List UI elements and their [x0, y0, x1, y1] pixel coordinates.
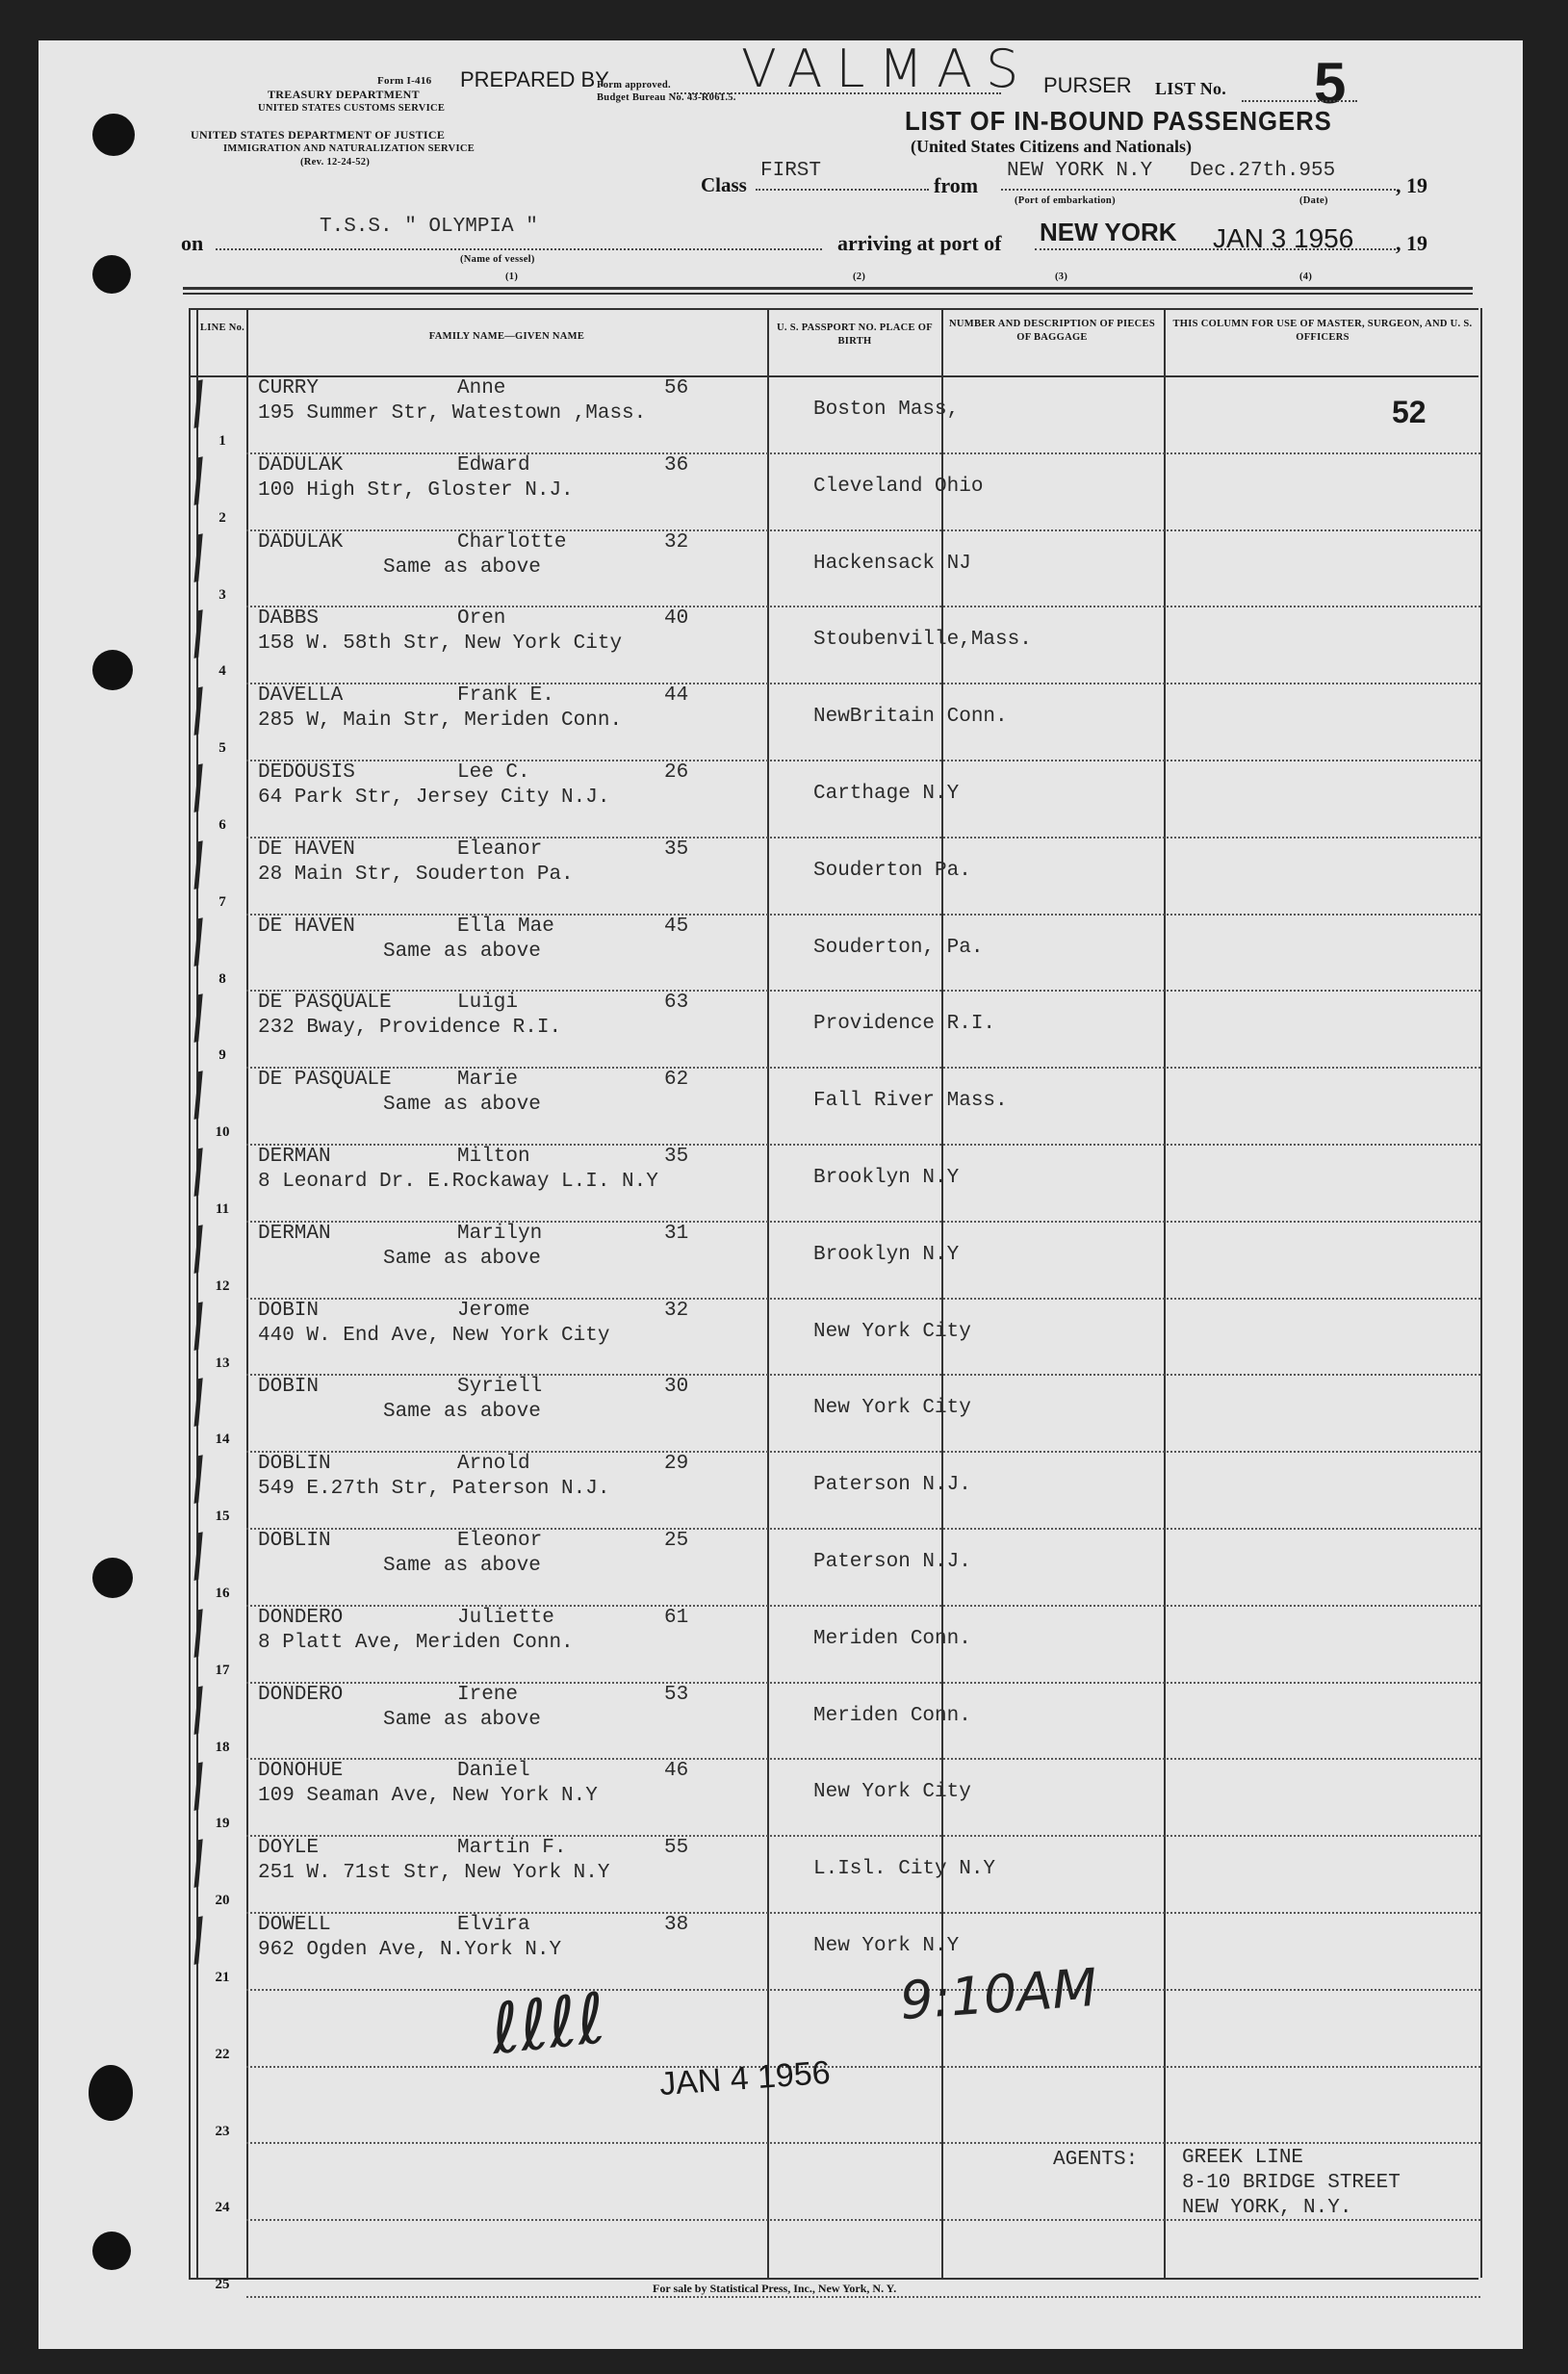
row-divider [246, 1758, 1480, 1760]
family-name: CURRY [258, 377, 320, 400]
passenger-age: 32 [664, 530, 689, 554]
passenger-address: Same as above [383, 1708, 541, 1731]
punch-hole [92, 650, 133, 690]
place-of-birth: Paterson N.J. [813, 1474, 971, 1497]
passenger-address: Same as above [383, 1247, 541, 1270]
row-divider [246, 2219, 1480, 2221]
row-divider [246, 2142, 1480, 2144]
passenger-age: 32 [664, 1299, 689, 1322]
place-of-birth: New York City [813, 1320, 971, 1343]
place-of-birth: Brooklyn N.Y [813, 1167, 960, 1189]
line-number: 8 [218, 970, 226, 987]
given-name: Syriell [457, 1376, 543, 1399]
class-label: Class [701, 173, 747, 196]
family-name: DE HAVEN [258, 915, 355, 938]
passenger-age: 35 [664, 1146, 689, 1168]
punch-hole [92, 255, 131, 294]
year-suffix: , 19 [1396, 173, 1427, 197]
given-name: Anne [457, 377, 506, 400]
check-mark: / [182, 1751, 215, 1819]
given-name: Martin F. [457, 1837, 567, 1860]
family-name: DONOHUE [258, 1760, 344, 1783]
revision-date: (Rev. 12-24-52) [300, 157, 371, 168]
check-mark: / [182, 675, 215, 744]
agent-city: NEW YORK, N.Y. [1182, 2197, 1352, 2219]
line-number: 25 [215, 2277, 230, 2293]
family-name: DABBS [258, 607, 320, 631]
passenger-age: 40 [664, 607, 689, 631]
place-of-birth: Providence R.I. [813, 1013, 996, 1036]
embark-date: Dec.27th.955 [1190, 160, 1336, 182]
place-of-birth: L.Isl. City N.Y [813, 1858, 996, 1881]
family-name: DOYLE [258, 1837, 320, 1860]
list-number: 5 [1314, 51, 1347, 116]
class-value: FIRST [760, 160, 822, 182]
check-mark: / [182, 983, 215, 1051]
row-divider [246, 914, 1480, 916]
date-caption: (Date) [1299, 195, 1328, 206]
given-name: Irene [457, 1683, 519, 1706]
given-name: Juliette [457, 1606, 554, 1629]
list-title: LIST OF IN-BOUND PASSENGERS [905, 106, 1332, 136]
row-divider [246, 1221, 1480, 1223]
passenger-age: 53 [664, 1683, 689, 1706]
passenger-age: 29 [664, 1453, 689, 1476]
passenger-age: 35 [664, 838, 689, 861]
given-name: Elvira [457, 1914, 530, 1936]
list-subtitle: (United States Citizens and Nationals) [911, 137, 1193, 156]
col-num-3: (3) [1055, 271, 1068, 282]
on-label: on [181, 231, 204, 255]
check-mark: / [182, 1674, 215, 1742]
line-number: 5 [218, 740, 226, 757]
passenger-age: 38 [664, 1914, 689, 1936]
passenger-age: 63 [664, 992, 689, 1015]
passenger-address: Same as above [383, 1094, 541, 1117]
row-divider [246, 1912, 1480, 1914]
place-of-birth: Stoubenville,Mass. [813, 629, 1032, 652]
place-of-birth: Fall River Mass. [813, 1090, 1008, 1113]
line-number: 22 [215, 2046, 230, 2062]
passenger-age: 25 [664, 1530, 689, 1552]
passenger-address: Same as above [383, 940, 541, 963]
given-name: Daniel [457, 1760, 530, 1783]
line-number: 12 [215, 1277, 230, 1294]
row-divider [246, 760, 1480, 761]
col-num-4: (4) [1299, 271, 1313, 282]
row-divider [246, 2296, 1480, 2298]
line-number: 20 [215, 1893, 230, 1909]
given-name: Ella Mae [457, 915, 554, 938]
punch-hole [89, 2065, 133, 2121]
passenger-age: 30 [664, 1376, 689, 1399]
port-of-embarkation: NEW YORK N.Y [1007, 160, 1153, 182]
port-caption: (Port of embarkation) [1015, 195, 1116, 206]
row-divider [246, 1451, 1480, 1453]
line-number: 4 [218, 663, 226, 680]
form-number: Form I-416 [377, 75, 432, 87]
line-number: 10 [215, 1124, 230, 1141]
immigration-service: IMMIGRATION AND NATURALIZATION SERVICE [223, 143, 476, 154]
line-number: 15 [215, 1509, 230, 1525]
passenger-address: Same as above [383, 555, 541, 579]
agent-street: 8-10 BRIDGE STREET [1182, 2172, 1401, 2194]
family-name: DONDERO [258, 1606, 344, 1629]
from-label: from [934, 173, 979, 197]
agents-label: AGENTS: [1053, 2149, 1139, 2171]
family-name: DADULAK [258, 530, 344, 554]
place-of-birth: Cleveland Ohio [813, 475, 984, 498]
place-of-birth: Souderton Pa. [813, 859, 971, 882]
row-divider [246, 683, 1480, 684]
line-number: 13 [215, 1355, 230, 1371]
passenger-address: 158 W. 58th Str, New York City [258, 632, 623, 656]
purser-label: PURSER [1043, 73, 1132, 97]
received-time: 9:10AM [898, 1956, 1099, 2032]
passenger-address: 8 Platt Ave, Meriden Conn. [258, 1631, 574, 1654]
row-divider [246, 1374, 1480, 1376]
row-divider [246, 2066, 1480, 2068]
place-of-birth: New York N.Y [813, 1935, 960, 1957]
officer-count: 52 [1392, 395, 1427, 429]
family-name: DERMAN [258, 1222, 331, 1245]
given-name: Eleanor [457, 838, 543, 861]
row-divider [246, 1067, 1480, 1069]
agent-name: GREEK LINE [1182, 2147, 1304, 2169]
passenger-age: 55 [664, 1837, 689, 1860]
check-mark: / [182, 1213, 215, 1282]
check-mark: / [182, 1290, 215, 1358]
given-name: Frank E. [457, 684, 554, 708]
passenger-address: 8 Leonard Dr. E.Rockaway L.I. N.Y [258, 1171, 658, 1193]
place-of-birth: Brooklyn N.Y [813, 1243, 960, 1266]
line-number: 3 [218, 586, 226, 603]
punch-hole [92, 114, 135, 156]
given-name: Edward [457, 453, 530, 477]
passenger-address: Same as above [383, 1401, 541, 1424]
place-of-birth: Souderton, Pa. [813, 936, 984, 959]
arrival-year-suffix: , 19 [1396, 231, 1427, 255]
family-name: DE HAVEN [258, 838, 355, 861]
row-divider [246, 837, 1480, 839]
family-name: DOBLIN [258, 1453, 331, 1476]
row-divider [246, 452, 1480, 454]
check-mark: / [182, 1597, 215, 1666]
check-mark: / [182, 1827, 215, 1897]
check-mark: / [182, 1059, 215, 1128]
passenger-address: Same as above [383, 1555, 541, 1577]
line-number: 6 [218, 817, 226, 833]
line-number: 21 [215, 1970, 230, 1985]
passenger-age: 45 [664, 915, 689, 938]
passenger-address: 285 W, Main Str, Meriden Conn. [258, 710, 623, 733]
col-num-1: (1) [505, 271, 519, 282]
vessel-caption: (Name of vessel) [460, 254, 535, 265]
given-name: Eleonor [457, 1530, 543, 1552]
line-number: 9 [218, 1047, 226, 1064]
line-number: 7 [218, 893, 226, 910]
given-name: Arnold [457, 1453, 530, 1476]
line-number: 19 [215, 1816, 230, 1832]
passenger-age: 36 [664, 453, 689, 477]
family-name: DOBIN [258, 1376, 320, 1399]
arriving-label: arriving at port of [837, 231, 1002, 255]
check-mark: / [182, 368, 215, 437]
row-divider [246, 606, 1480, 607]
place-of-birth: Meriden Conn. [813, 1704, 971, 1727]
row-divider [246, 1682, 1480, 1684]
row-divider [246, 1528, 1480, 1530]
row-divider [246, 529, 1480, 531]
passenger-address: 195 Summer Str, Watestown ,Mass. [258, 402, 647, 425]
passenger-address: 64 Park Str, Jersey City N.J. [258, 787, 610, 809]
passenger-age: 26 [664, 761, 689, 784]
check-mark: / [182, 522, 215, 590]
passenger-address: 440 W. End Ave, New York City [258, 1324, 610, 1347]
check-mark: / [182, 1904, 215, 1974]
passenger-age: 46 [664, 1760, 689, 1783]
given-name: Oren [457, 607, 506, 631]
passenger-age: 56 [664, 377, 689, 400]
family-name: DAVELLA [258, 684, 344, 708]
given-name: Marilyn [457, 1222, 543, 1245]
arrival-date: JAN 3 1956 [1213, 223, 1354, 253]
check-mark: / [182, 1136, 215, 1205]
punch-hole [92, 1558, 133, 1598]
vessel-name: T.S.S. " OLYMPIA " [320, 216, 538, 238]
family-name: DONDERO [258, 1683, 344, 1706]
passenger-address: 549 E.27th Str, Paterson N.J. [258, 1478, 610, 1501]
family-name: DOBIN [258, 1299, 320, 1322]
given-name: Charlotte [457, 530, 567, 554]
check-mark: / [182, 445, 215, 514]
line-number: 18 [215, 1739, 230, 1755]
line-number: 23 [215, 2123, 230, 2139]
col-header-line-no: LINE No. [199, 323, 245, 333]
line-number: 16 [215, 1586, 230, 1601]
passenger-address: 100 High Str, Gloster N.J. [258, 478, 574, 502]
line-number: 1 [218, 433, 226, 449]
line-number: 24 [215, 2200, 230, 2216]
place-of-birth: New York City [813, 1397, 971, 1420]
prepared-by-label: PREPARED BY [460, 67, 609, 91]
treasury-department: TREASURY DEPARTMENT [268, 88, 420, 101]
given-name: Jerome [457, 1299, 530, 1322]
place-of-birth: Meriden Conn. [813, 1627, 971, 1650]
line-number: 11 [215, 1201, 230, 1217]
place-of-birth: Paterson N.J. [813, 1551, 971, 1573]
check-mark: / [182, 752, 215, 821]
given-name: Luigi [457, 992, 519, 1015]
line-number: 17 [215, 1662, 230, 1678]
place-of-birth: NewBritain Conn. [813, 706, 1008, 729]
place-of-birth: New York City [813, 1781, 971, 1804]
family-name: DE PASQUALE [258, 992, 392, 1015]
arrival-port: NEW YORK [1040, 218, 1177, 246]
line-number: 14 [215, 1432, 230, 1448]
family-name: DOWELL [258, 1914, 331, 1936]
punch-hole [92, 2232, 131, 2270]
line-number: 2 [218, 509, 226, 526]
preparer-signature: VALMAS [741, 39, 1033, 99]
row-divider [246, 1989, 1480, 1991]
customs-service: UNITED STATES CUSTOMS SERVICE [258, 103, 446, 114]
passenger-age: 61 [664, 1606, 689, 1629]
col-header-baggage: NUMBER AND DESCRIPTION OF PIECES OF BAGGAGE [949, 319, 1155, 343]
budget-bureau: Budget Bureau No. 43-R061.5. [597, 92, 736, 103]
check-mark: / [182, 599, 215, 667]
passenger-age: 62 [664, 1069, 689, 1092]
check-mark: / [182, 1443, 215, 1512]
printer-footer: For sale by Statistical Press, Inc., New York, N. Y. [653, 2282, 897, 2295]
department-of-justice: UNITED STATES DEPARTMENT OF JUSTICE [191, 128, 446, 142]
row-divider [246, 1298, 1480, 1300]
row-divider [246, 990, 1480, 992]
passenger-address: 962 Ogden Ave, N.York N.Y [258, 1939, 562, 1961]
family-name: DADULAK [258, 453, 344, 477]
given-name: Marie [457, 1069, 519, 1092]
col-header-name: FAMILY NAME—GIVEN NAME [428, 331, 585, 342]
check-mark: / [182, 906, 215, 974]
place-of-birth: Hackensack NJ [813, 552, 971, 575]
place-of-birth: Carthage N.Y [813, 783, 960, 805]
row-divider [246, 1835, 1480, 1837]
family-name: DE PASQUALE [258, 1069, 392, 1092]
row-divider [246, 1144, 1480, 1146]
family-name: DOBLIN [258, 1530, 331, 1552]
check-mark: / [182, 1367, 215, 1435]
col-num-2: (2) [853, 271, 866, 282]
col-header-passport: U. S. PASSPORT NO. PLACE OF BIRTH [777, 323, 933, 347]
given-name: Lee C. [457, 761, 530, 784]
passenger-address: 109 Seaman Ave, New York N.Y [258, 1785, 598, 1808]
col-header-officers: THIS COLUMN FOR USE OF MASTER, SURGEON, AND U. S. OFFICERS [1172, 319, 1473, 343]
family-name: DERMAN [258, 1146, 331, 1168]
place-of-birth: Boston Mass, [813, 399, 960, 421]
form-approved: Form approved. [597, 80, 671, 90]
given-name: Milton [457, 1146, 530, 1168]
passenger-age: 31 [664, 1222, 689, 1245]
passenger-age: 44 [664, 684, 689, 708]
inspector-signature: ℓℓℓℓ [486, 1977, 610, 2070]
passenger-address: 251 W. 71st Str, New York N.Y [258, 1862, 610, 1885]
passenger-address: 28 Main Str, Souderton Pa. [258, 863, 574, 886]
received-date-stamp: JAN 4 1956 [657, 2053, 832, 2103]
check-mark: / [182, 829, 215, 898]
passenger-address: 232 Bway, Providence R.I. [258, 1017, 562, 1040]
check-mark: / [182, 1520, 215, 1589]
family-name: DEDOUSIS [258, 761, 355, 784]
row-divider [246, 1605, 1480, 1607]
list-no-label: LIST No. [1155, 79, 1227, 98]
